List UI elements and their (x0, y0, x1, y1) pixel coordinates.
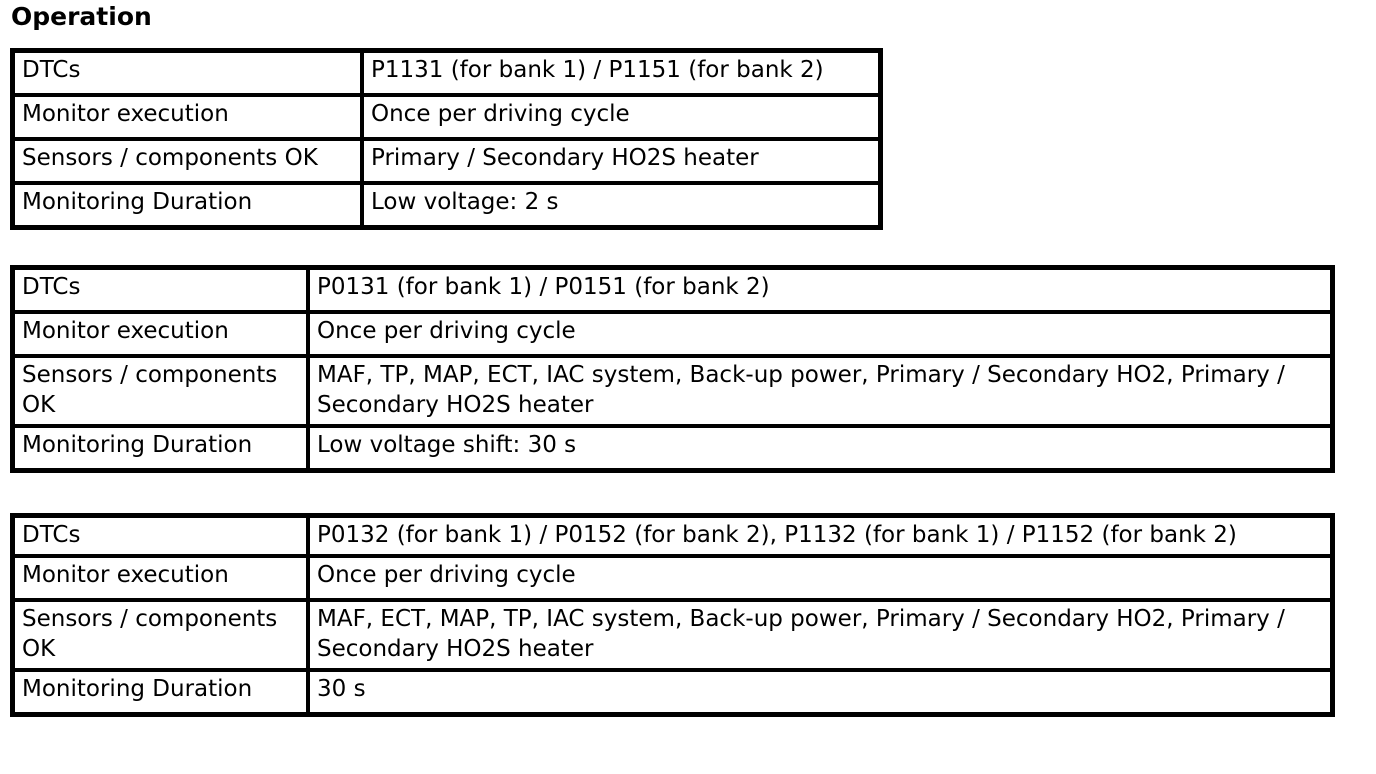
section-heading: Operation (11, 2, 152, 31)
row-key: Sensors / components OK (13, 600, 309, 670)
table-row (13, 426, 1333, 471)
table-row (13, 312, 1333, 356)
row-key: DTCs (13, 51, 363, 96)
row-key: Sensors / components OK (13, 356, 309, 426)
row-value: Once per driving cycle (308, 312, 1333, 356)
operation-table-1 (10, 48, 883, 230)
row-key: Monitoring Duration (13, 183, 363, 228)
row-key: Monitoring Duration (13, 426, 309, 471)
row-value: Low voltage shift: 30 s (308, 426, 1333, 471)
row-key: DTCs (13, 516, 309, 557)
row-value: Once per driving cycle (362, 95, 881, 139)
table-row (13, 183, 881, 228)
table-row (13, 139, 881, 183)
operation-table-3 (10, 513, 1335, 717)
row-value: Once per driving cycle (308, 556, 1333, 600)
table-row (13, 95, 881, 139)
table-row (13, 556, 1333, 600)
table-row (13, 600, 1333, 670)
row-key: Monitor execution (13, 95, 363, 139)
table-row (13, 268, 1333, 313)
row-value: P0132 (for bank 1) / P0152 (for bank 2), P1132 (for bank 1) / P1152 (for bank 2) (308, 516, 1333, 557)
row-value: P0131 (for bank 1) / P0151 (for bank 2) (308, 268, 1333, 313)
table-row (13, 51, 881, 96)
row-key: DTCs (13, 268, 309, 313)
operation-table-2 (10, 265, 1335, 473)
row-value: MAF, ECT, MAP, TP, IAC system, Back-up power, Primary / Secondary HO2, Primary / Secondary HO2S heater (308, 600, 1333, 670)
table-row (13, 670, 1333, 715)
table-row (13, 516, 1333, 557)
row-key: Monitor execution (13, 312, 309, 356)
row-value: 30 s (308, 670, 1333, 715)
row-key: Monitoring Duration (13, 670, 309, 715)
row-key: Monitor execution (13, 556, 309, 600)
row-value: Low voltage: 2 s (362, 183, 881, 228)
row-value: Primary / Secondary HO2S heater (362, 139, 881, 183)
row-key: Sensors / components OK (13, 139, 363, 183)
row-value: MAF, TP, MAP, ECT, IAC system, Back-up power, Primary / Secondary HO2, Primary / Secondary HO2S heater (308, 356, 1333, 426)
table-row (13, 356, 1333, 426)
row-value: P1131 (for bank 1) / P1151 (for bank 2) (362, 51, 881, 96)
